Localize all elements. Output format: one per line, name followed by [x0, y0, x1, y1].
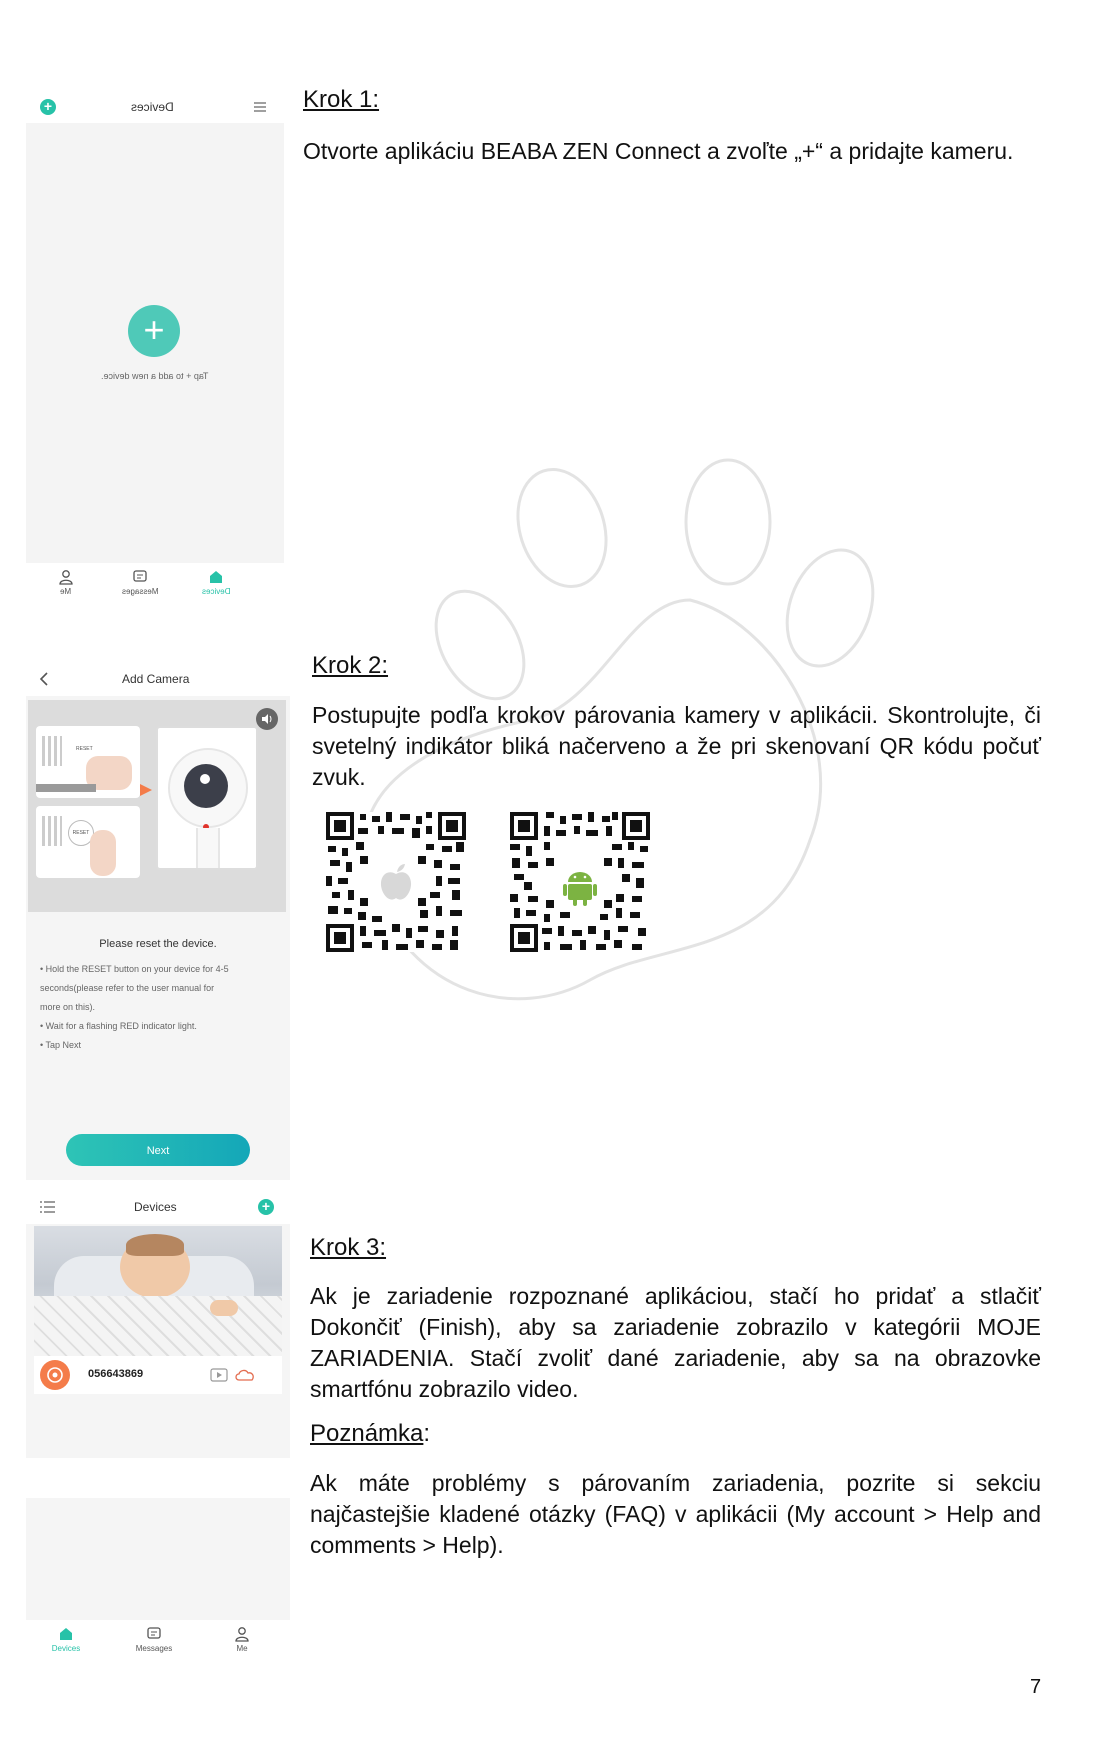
- tab-me[interactable]: Me: [36, 569, 96, 596]
- android-qr-code: [510, 812, 650, 952]
- message-icon: [132, 569, 148, 585]
- apple-logo-icon: [372, 860, 420, 908]
- camera-lens: [184, 764, 228, 808]
- led-grid-2: [42, 816, 62, 846]
- reset-prompt: Please reset the device.: [99, 938, 217, 950]
- camera-stand: [196, 828, 220, 868]
- step3-heading: Krok 3:: [310, 1234, 387, 1261]
- add-icon[interactable]: +: [40, 99, 56, 115]
- step1-heading: Krok 1:: [303, 86, 380, 113]
- add-icon[interactable]: +: [258, 1199, 274, 1215]
- step2-screen-title: Add Camera: [122, 672, 190, 686]
- blanket: [34, 1296, 282, 1356]
- step2-topbar: [26, 660, 290, 696]
- cloud-icon[interactable]: [234, 1368, 256, 1382]
- message-icon: [146, 1626, 162, 1642]
- arrow-right-icon: [138, 780, 154, 800]
- step1-screen-title: Devices: [131, 100, 174, 114]
- add-device-hint: Tap + to add a new device.: [101, 371, 209, 381]
- tab-messages[interactable]: Messages: [110, 569, 170, 596]
- playback-icon[interactable]: [210, 1368, 228, 1382]
- led-grid: [42, 736, 62, 766]
- device-avatar-icon: [40, 1360, 70, 1390]
- step3-topbar: [26, 1190, 290, 1224]
- step1-text: Otvorte aplikáciu BEABA ZEN Connect a zvoľte „+“ a pridajte kameru.: [303, 138, 1014, 164]
- home-icon: [58, 1626, 74, 1642]
- step1-topbar: [26, 85, 284, 123]
- page-number: 7: [1030, 1676, 1042, 1698]
- tab-devices[interactable]: Devices: [36, 1626, 96, 1653]
- sound-icon[interactable]: [256, 708, 278, 730]
- reset-label-1: RESET: [76, 746, 93, 752]
- step2-screen: [26, 660, 290, 1180]
- step3-bottom-tabbar: [26, 1620, 290, 1664]
- hand-press-2: [90, 830, 116, 876]
- baby-hand: [210, 1300, 238, 1316]
- step3-text: Ak je zariadenie rozpoznané aplikáciou, stačí ho pridať a stlačiť Dokončiť (Finish), aby sa zariadenie zobrazilo v kategórii MOJE ZARIADENIA. Stačí zvoliť dané zariadenie, aby sa na obrazovke smartfónu zobrazilo video.: [310, 1283, 1041, 1402]
- step3-tabbar: [26, 1458, 290, 1498]
- tab-me[interactable]: Me: [212, 1626, 272, 1653]
- note-text: Ak máte problémy s párovaním zariadenia, pozrite si sekciu najčastejšie kladené otázky (FAQ) v aplikácii (My account > Help and comments > Help).: [310, 1470, 1041, 1558]
- step1-screen: [26, 85, 284, 600]
- home-icon: [208, 569, 224, 585]
- camera-card: [156, 726, 258, 870]
- baby-hair: [126, 1234, 184, 1256]
- step3-screen: [26, 1190, 290, 1660]
- reset-button-drawing: RESET: [68, 820, 94, 846]
- back-icon[interactable]: [38, 672, 50, 686]
- step2-heading: Krok 2:: [312, 652, 389, 679]
- tab-messages[interactable]: Messages: [124, 1626, 184, 1653]
- user-icon: [234, 1626, 250, 1642]
- step3-screen-title: Devices: [134, 1200, 177, 1214]
- next-button[interactable]: Next: [66, 1134, 250, 1166]
- menu-icon[interactable]: [252, 99, 268, 115]
- step1-tabbar: [26, 563, 284, 600]
- step2-text: Postupujte podľa krokov párovania kamery v aplikácii. Skontrolujte, či svetelný indikátor bliká načerveno a že pri skenovaní QR kódu počuť zvuk.: [312, 702, 1041, 790]
- apple-qr-code: [326, 812, 466, 952]
- reset-instructions: • Hold the RESET button on your device for 4-5 seconds(please refer to the user manual for more on this). • Wait for a flashing RED indicator light. • Tap Next: [40, 964, 229, 1050]
- menu-icon[interactable]: [40, 1200, 56, 1214]
- camera-feed-thumbnail[interactable]: [34, 1226, 282, 1356]
- device-row[interactable]: [34, 1356, 282, 1394]
- tab-devices[interactable]: Devices: [186, 569, 246, 596]
- reset-card-1: [36, 726, 140, 798]
- add-device-button[interactable]: +: [128, 305, 180, 357]
- user-icon: [58, 569, 74, 585]
- reset-card-2: [36, 806, 140, 878]
- note-heading: Poznámka:: [310, 1420, 431, 1447]
- device-id: 056643869: [88, 1368, 144, 1380]
- reset-illustration: [28, 700, 286, 912]
